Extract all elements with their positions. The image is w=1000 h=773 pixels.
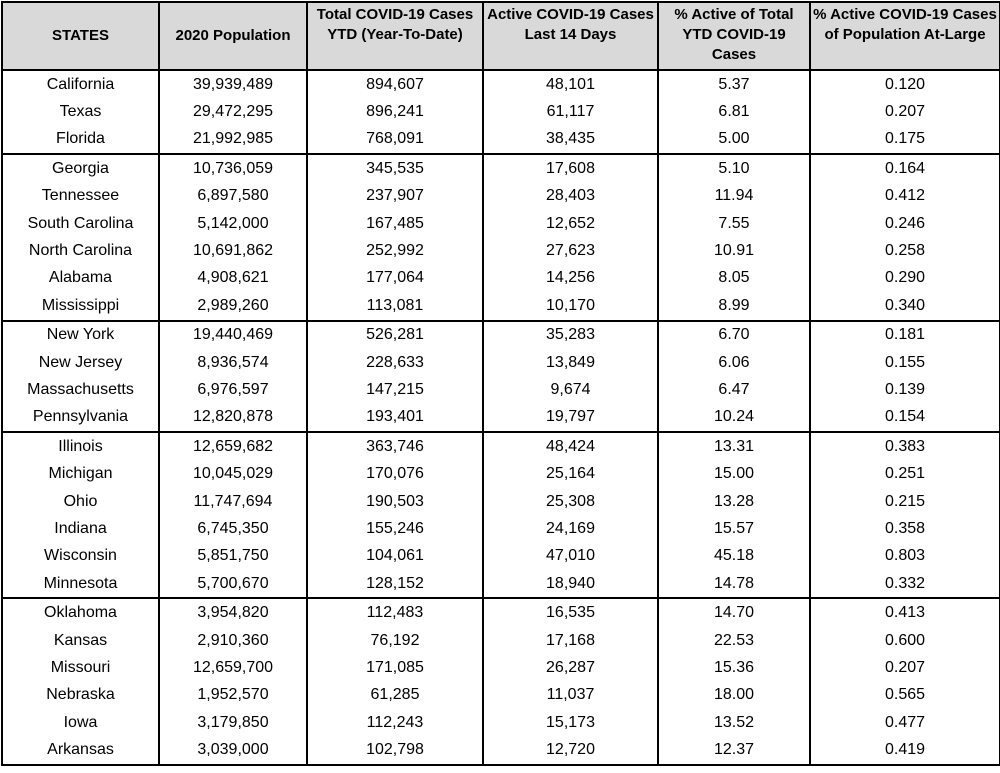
cell-pct-active-population: 0.154 — [810, 404, 1000, 432]
table-row — [2, 736, 1000, 764]
cell-pct-active-population: 0.175 — [810, 126, 1000, 154]
table-row — [2, 237, 1000, 264]
cell-total-cases: 113,081 — [307, 292, 483, 320]
cell-pct-active-population: 0.803 — [810, 543, 1000, 570]
table-row — [2, 460, 1000, 487]
table-row — [2, 709, 1000, 736]
cell-pct-active-population: 0.164 — [810, 154, 1000, 182]
cell-active-cases: 28,403 — [483, 183, 658, 210]
cell-total-cases: 177,064 — [307, 265, 483, 292]
cell-pct-active-population: 0.251 — [810, 460, 1000, 487]
cell-state: Missouri — [2, 654, 159, 681]
table-row — [2, 488, 1000, 515]
covid-states-table — [1, 1, 1000, 766]
cell-total-cases: 894,607 — [307, 70, 483, 98]
table-header — [2, 2, 1000, 70]
table-row — [2, 98, 1000, 125]
cell-state: Illinois — [2, 432, 159, 460]
cell-population: 1,952,570 — [159, 682, 307, 709]
cell-total-cases: 170,076 — [307, 460, 483, 487]
cell-pct-active-total: 8.05 — [658, 265, 810, 292]
cell-population: 5,142,000 — [159, 210, 307, 237]
cell-pct-active-total: 11.94 — [658, 183, 810, 210]
cell-state: Massachusetts — [2, 376, 159, 403]
cell-total-cases: 363,746 — [307, 432, 483, 460]
cell-total-cases: 252,992 — [307, 237, 483, 264]
cell-total-cases: 228,633 — [307, 349, 483, 376]
cell-state: Texas — [2, 98, 159, 125]
cell-active-cases: 17,608 — [483, 154, 658, 182]
cell-population: 5,700,670 — [159, 570, 307, 598]
cell-population: 6,745,350 — [159, 515, 307, 542]
header-total-cases: Total COVID-19 Cases YTD (Year-To-Date) — [307, 2, 483, 70]
table-row — [2, 349, 1000, 376]
cell-state: California — [2, 70, 159, 98]
header-population: 2020 Population — [159, 2, 307, 70]
cell-total-cases: 104,061 — [307, 543, 483, 570]
cell-total-cases: 167,485 — [307, 210, 483, 237]
cell-population: 6,976,597 — [159, 376, 307, 403]
table-row — [2, 265, 1000, 292]
cell-state: Oklahoma — [2, 598, 159, 626]
cell-active-cases: 11,037 — [483, 682, 658, 709]
cell-total-cases: 768,091 — [307, 126, 483, 154]
cell-total-cases: 102,798 — [307, 736, 483, 764]
cell-population: 3,179,850 — [159, 709, 307, 736]
table-row — [2, 570, 1000, 598]
cell-pct-active-total: 5.37 — [658, 70, 810, 98]
table-row — [2, 432, 1000, 460]
cell-state: Florida — [2, 126, 159, 154]
cell-active-cases: 27,623 — [483, 237, 658, 264]
cell-pct-active-total: 12.37 — [658, 736, 810, 764]
cell-state: North Carolina — [2, 237, 159, 264]
cell-total-cases: 526,281 — [307, 321, 483, 349]
cell-total-cases: 61,285 — [307, 682, 483, 709]
cell-pct-active-population: 0.290 — [810, 265, 1000, 292]
cell-population: 21,992,985 — [159, 126, 307, 154]
cell-population: 3,954,820 — [159, 598, 307, 626]
cell-active-cases: 47,010 — [483, 543, 658, 570]
cell-population: 12,659,700 — [159, 654, 307, 681]
cell-total-cases: 896,241 — [307, 98, 483, 125]
cell-active-cases: 19,797 — [483, 404, 658, 432]
cell-state: Michigan — [2, 460, 159, 487]
cell-pct-active-total: 5.00 — [658, 126, 810, 154]
cell-total-cases: 193,401 — [307, 404, 483, 432]
cell-pct-active-total: 6.06 — [658, 349, 810, 376]
cell-pct-active-population: 0.340 — [810, 292, 1000, 320]
cell-pct-active-population: 0.258 — [810, 237, 1000, 264]
cell-active-cases: 25,164 — [483, 460, 658, 487]
cell-pct-active-total: 18.00 — [658, 682, 810, 709]
cell-population: 2,989,260 — [159, 292, 307, 320]
cell-population: 5,851,750 — [159, 543, 307, 570]
cell-total-cases: 112,483 — [307, 598, 483, 626]
cell-total-cases: 76,192 — [307, 627, 483, 654]
table-row — [2, 292, 1000, 320]
table-row — [2, 682, 1000, 709]
cell-pct-active-total: 14.78 — [658, 570, 810, 598]
cell-state: New Jersey — [2, 349, 159, 376]
cell-total-cases: 171,085 — [307, 654, 483, 681]
cell-pct-active-population: 0.155 — [810, 349, 1000, 376]
cell-active-cases: 14,256 — [483, 265, 658, 292]
cell-pct-active-population: 0.120 — [810, 70, 1000, 98]
cell-active-cases: 13,849 — [483, 349, 658, 376]
cell-total-cases: 237,907 — [307, 183, 483, 210]
table-row — [2, 543, 1000, 570]
table-row — [2, 598, 1000, 626]
cell-state: Alabama — [2, 265, 159, 292]
cell-active-cases: 24,169 — [483, 515, 658, 542]
cell-pct-active-population: 0.412 — [810, 183, 1000, 210]
cell-population: 19,440,469 — [159, 321, 307, 349]
cell-population: 12,820,878 — [159, 404, 307, 432]
cell-pct-active-total: 6.47 — [658, 376, 810, 403]
cell-pct-active-population: 0.139 — [810, 376, 1000, 403]
cell-pct-active-population: 0.477 — [810, 709, 1000, 736]
table-row — [2, 154, 1000, 182]
cell-active-cases: 26,287 — [483, 654, 658, 681]
table-row — [2, 70, 1000, 98]
cell-active-cases: 15,173 — [483, 709, 658, 736]
cell-pct-active-population: 0.358 — [810, 515, 1000, 542]
cell-total-cases: 155,246 — [307, 515, 483, 542]
cell-total-cases: 345,535 — [307, 154, 483, 182]
cell-population: 4,908,621 — [159, 265, 307, 292]
cell-pct-active-total: 6.70 — [658, 321, 810, 349]
cell-total-cases: 112,243 — [307, 709, 483, 736]
table-row — [2, 126, 1000, 154]
cell-population: 2,910,360 — [159, 627, 307, 654]
cell-population: 10,736,059 — [159, 154, 307, 182]
cell-pct-active-population: 0.600 — [810, 627, 1000, 654]
cell-pct-active-population: 0.419 — [810, 736, 1000, 764]
cell-population: 6,897,580 — [159, 183, 307, 210]
header-pct-active-population: % Active COVID-19 Cases of Population At-Large — [810, 2, 1000, 70]
cell-active-cases: 61,117 — [483, 98, 658, 125]
cell-state: New York — [2, 321, 159, 349]
cell-pct-active-total: 7.55 — [658, 210, 810, 237]
cell-pct-active-population: 0.565 — [810, 682, 1000, 709]
cell-active-cases: 12,720 — [483, 736, 658, 764]
cell-active-cases: 17,168 — [483, 627, 658, 654]
cell-pct-active-total: 13.28 — [658, 488, 810, 515]
cell-pct-active-total: 15.36 — [658, 654, 810, 681]
cell-active-cases: 38,435 — [483, 126, 658, 154]
cell-state: Pennsylvania — [2, 404, 159, 432]
cell-active-cases: 18,940 — [483, 570, 658, 598]
cell-pct-active-total: 8.99 — [658, 292, 810, 320]
cell-population: 8,936,574 — [159, 349, 307, 376]
cell-pct-active-total: 10.24 — [658, 404, 810, 432]
cell-state: Iowa — [2, 709, 159, 736]
cell-active-cases: 10,170 — [483, 292, 658, 320]
table-row — [2, 627, 1000, 654]
table-row — [2, 515, 1000, 542]
cell-population: 39,939,489 — [159, 70, 307, 98]
header-pct-active-total: % Active of Total YTD COVID-19 Cases — [658, 2, 810, 70]
cell-pct-active-total: 15.57 — [658, 515, 810, 542]
cell-pct-active-total: 13.52 — [658, 709, 810, 736]
cell-state: Arkansas — [2, 736, 159, 764]
cell-pct-active-total: 22.53 — [658, 627, 810, 654]
cell-pct-active-total: 5.10 — [658, 154, 810, 182]
table-row — [2, 210, 1000, 237]
cell-state: Mississippi — [2, 292, 159, 320]
cell-population: 10,691,862 — [159, 237, 307, 264]
table-row — [2, 183, 1000, 210]
cell-active-cases: 9,674 — [483, 376, 658, 403]
cell-population: 11,747,694 — [159, 488, 307, 515]
cell-state: Wisconsin — [2, 543, 159, 570]
cell-active-cases: 16,535 — [483, 598, 658, 626]
cell-pct-active-total: 13.31 — [658, 432, 810, 460]
cell-pct-active-total: 10.91 — [658, 237, 810, 264]
header-active-cases: Active COVID-19 Cases Last 14 Days — [483, 2, 658, 70]
cell-population: 12,659,682 — [159, 432, 307, 460]
cell-state: South Carolina — [2, 210, 159, 237]
cell-state: Tennessee — [2, 183, 159, 210]
cell-total-cases: 147,215 — [307, 376, 483, 403]
cell-state: Georgia — [2, 154, 159, 182]
cell-total-cases: 128,152 — [307, 570, 483, 598]
table-row — [2, 321, 1000, 349]
table-body — [2, 70, 1000, 765]
cell-population: 3,039,000 — [159, 736, 307, 764]
cell-active-cases: 48,101 — [483, 70, 658, 98]
cell-active-cases: 35,283 — [483, 321, 658, 349]
cell-population: 29,472,295 — [159, 98, 307, 125]
cell-pct-active-population: 0.207 — [810, 98, 1000, 125]
cell-population: 10,045,029 — [159, 460, 307, 487]
cell-active-cases: 48,424 — [483, 432, 658, 460]
cell-pct-active-total: 45.18 — [658, 543, 810, 570]
cell-pct-active-population: 0.215 — [810, 488, 1000, 515]
cell-pct-active-population: 0.413 — [810, 598, 1000, 626]
cell-total-cases: 190,503 — [307, 488, 483, 515]
header-states: STATES — [2, 2, 159, 70]
cell-pct-active-population: 0.181 — [810, 321, 1000, 349]
cell-state: Minnesota — [2, 570, 159, 598]
cell-pct-active-total: 15.00 — [658, 460, 810, 487]
cell-state: Kansas — [2, 627, 159, 654]
header-row — [2, 2, 1000, 70]
cell-pct-active-population: 0.332 — [810, 570, 1000, 598]
table-row — [2, 654, 1000, 681]
cell-pct-active-population: 0.383 — [810, 432, 1000, 460]
cell-pct-active-population: 0.207 — [810, 654, 1000, 681]
cell-active-cases: 12,652 — [483, 210, 658, 237]
cell-pct-active-total: 6.81 — [658, 98, 810, 125]
cell-active-cases: 25,308 — [483, 488, 658, 515]
table-row — [2, 376, 1000, 403]
cell-pct-active-total: 14.70 — [658, 598, 810, 626]
table-row — [2, 404, 1000, 432]
cell-state: Ohio — [2, 488, 159, 515]
cell-state: Nebraska — [2, 682, 159, 709]
cell-pct-active-population: 0.246 — [810, 210, 1000, 237]
cell-state: Indiana — [2, 515, 159, 542]
